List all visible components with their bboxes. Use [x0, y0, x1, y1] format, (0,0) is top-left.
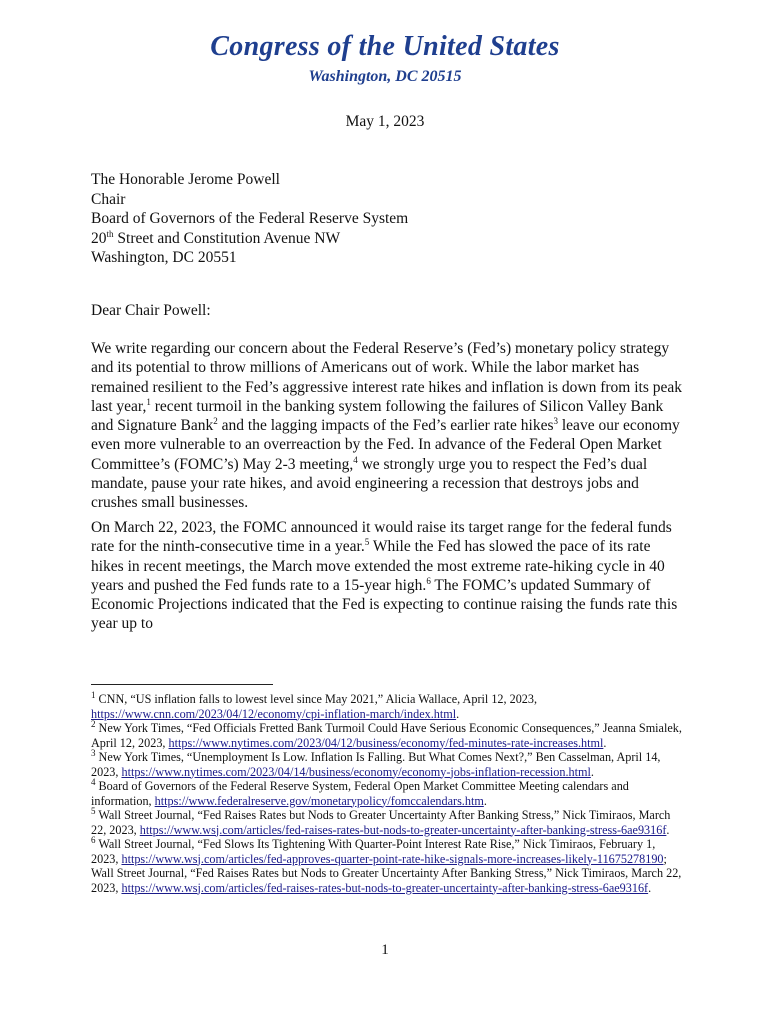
- letterhead: [0, 30, 770, 86]
- addressee-name: The Honorable Jerome Powell: [91, 171, 280, 188]
- p1-text-3: and the lagging impacts of the Fed’s earlier rate hikes: [217, 417, 554, 435]
- addressee-block: [91, 170, 408, 268]
- footnote-number: 2: [91, 718, 96, 729]
- footnote-ref-6[interactable]: 6: [426, 575, 431, 586]
- p1-text-4: leave our economy even more vulnerable to an overreaction by the Fed. In advance of the Federal Open Market Committee’s (FOMC’s) May 2-3 meeting,: [91, 417, 680, 473]
- footnote-4: [91, 776, 683, 808]
- street-ordinal: th: [106, 228, 114, 239]
- p2-text-1: On March 22, 2023, the FOMC announced it would raise its target range for the federal funds rate for the ninth-consecutive time in a year.: [91, 519, 672, 556]
- p1-text-5: we strongly urge you to respect the Fed’s dual mandate, pause your rate hikes, and avoid engineering a recession that destroys jobs and crushes small businesses.: [91, 455, 648, 512]
- footnote-text: Wall Street Journal, “Fed Raises Rates but Nods to Greater Uncertainty After Banking Stress,” Nick Timiraos, March 22, 2023,: [91, 808, 671, 837]
- p1-text-1: We write regarding our concern about the Federal Reserve’s (Fed’s) monetary policy strategy and its potential to throw millions of Americans out of work. While the labor market has remained resilient to the Fed’s aggressive interest rate hikes and inflation is down from its peak last year,: [91, 340, 682, 415]
- footnote-text: .: [666, 822, 670, 837]
- footnote-text: .: [483, 793, 487, 808]
- footnote-text: ; Wall Street Journal, “Fed Raises Rates but Nods to Greater Uncertainty After Banking Stress,” Nick Timiraos, March 22, 2023,: [91, 851, 682, 895]
- footnote-link[interactable]: https://www.cnn.com/2023/04/12/economy/cpi-inflation-march/index.html: [91, 706, 457, 721]
- p2-text-2: While the Fed has slowed the pace of its rate hikes in recent meetings, the March move extended the most extreme rate-hiking cycle in 40 years and pushed the Fed funds rate to a 15-year high.: [91, 538, 665, 594]
- footnote-ref-2[interactable]: 2: [213, 416, 218, 427]
- addressee-org: Board of Governors of the Federal Reserve System: [91, 210, 409, 227]
- footnote-1: [91, 689, 683, 721]
- footnote-text: New York Times, “Unemployment Is Low. Inflation Is Falling. But What Comes Next?,” Ben Casselman, April 14, 2023,: [91, 750, 661, 779]
- footnote-number: 4: [91, 776, 96, 787]
- footnote-6: [91, 834, 683, 895]
- p1-text-2: recent turmoil in the banking system following the failures of Silicon Valley Bank and Signature Bank: [91, 397, 664, 435]
- addressee-street: [91, 229, 408, 249]
- footnote-text: .: [648, 880, 652, 895]
- street-number: 20: [91, 229, 107, 247]
- footnote-number: 6: [91, 834, 96, 845]
- paragraph-2: [91, 518, 683, 634]
- salutation: Dear Chair Powell:: [91, 302, 211, 319]
- footnotes: [91, 689, 683, 895]
- footnote-divider: [91, 684, 273, 685]
- footnote-link[interactable]: https://www.wsj.com/articles/fed-raises-rates-but-nods-to-greater-uncertainty-after-banking-stress-6ae9316f: [139, 822, 667, 837]
- footnote-number: 3: [91, 747, 96, 758]
- p2-text-3: The FOMC’s updated Summary of Economic Projections indicated that the Fed is expecting to continue raising the funds rate this year up to: [91, 576, 678, 633]
- footnote-text: New York Times, “Fed Officials Fretted Bank Turmoil Could Have Serious Economic Consequences,” Jeanna Smialek, April 12, 2023,: [91, 721, 682, 750]
- footnote-number: 5: [91, 805, 96, 816]
- footnote-ref-4[interactable]: 4: [353, 454, 358, 465]
- footnote-number: 1: [91, 689, 96, 700]
- street-rest: Street and Constitution Avenue NW: [113, 229, 341, 247]
- footnote-link[interactable]: https://www.wsj.com/articles/fed-raises-rates-but-nods-to-greater-uncertainty-after-banking-stress-6ae9316f: [121, 880, 649, 895]
- footnote-text: .: [590, 764, 594, 779]
- footnote-link[interactable]: https://www.wsj.com/articles/fed-approves-quarter-point-rate-hike-signals-more-increases-likely-11675278190: [121, 851, 664, 866]
- footnote-3: [91, 747, 683, 779]
- paragraph-1: [91, 339, 683, 513]
- footnote-text: Board of Governors of the Federal Reserve System, Federal Open Market Committee Meeting calendars and information,: [91, 779, 629, 808]
- footnote-text: Wall Street Journal, “Fed Slows Its Tightening With Quarter-Point Interest Rate Rise,” Nick Timiraos, February 1, 2023,: [91, 837, 656, 866]
- footnote-ref-5[interactable]: 5: [364, 537, 370, 548]
- footnote-link[interactable]: https://www.nytimes.com/2023/04/12/business/economy/fed-minutes-rate-increases.html: [168, 735, 604, 750]
- footnote-ref-3[interactable]: 3: [553, 416, 558, 427]
- footnote-5: [91, 805, 683, 837]
- page-number: 1: [381, 942, 389, 958]
- footnote-text: CNN, “US inflation falls to lowest level since May 2021,” Alicia Wallace, April 12, 2023,: [95, 692, 538, 706]
- footnote-link[interactable]: https://www.nytimes.com/2023/04/14/business/economy/economy-jobs-inflation-recession.html: [121, 764, 591, 779]
- footnote-link[interactable]: https://www.federalreserve.gov/monetarypolicy/fomccalendars.htm: [154, 793, 484, 808]
- footnote-2: [91, 718, 683, 750]
- addressee-city: Washington, DC 20551: [91, 249, 237, 266]
- footnote-text: .: [603, 735, 607, 750]
- addressee-title: Chair: [91, 190, 126, 208]
- footnote-ref-1[interactable]: 1: [146, 396, 151, 407]
- letterhead-title: Congress of the United States: [210, 31, 560, 62]
- letterhead-subtitle: Washington, DC 20515: [308, 68, 462, 85]
- footnote-text: .: [456, 706, 460, 721]
- letter-date: May 1, 2023: [345, 113, 425, 130]
